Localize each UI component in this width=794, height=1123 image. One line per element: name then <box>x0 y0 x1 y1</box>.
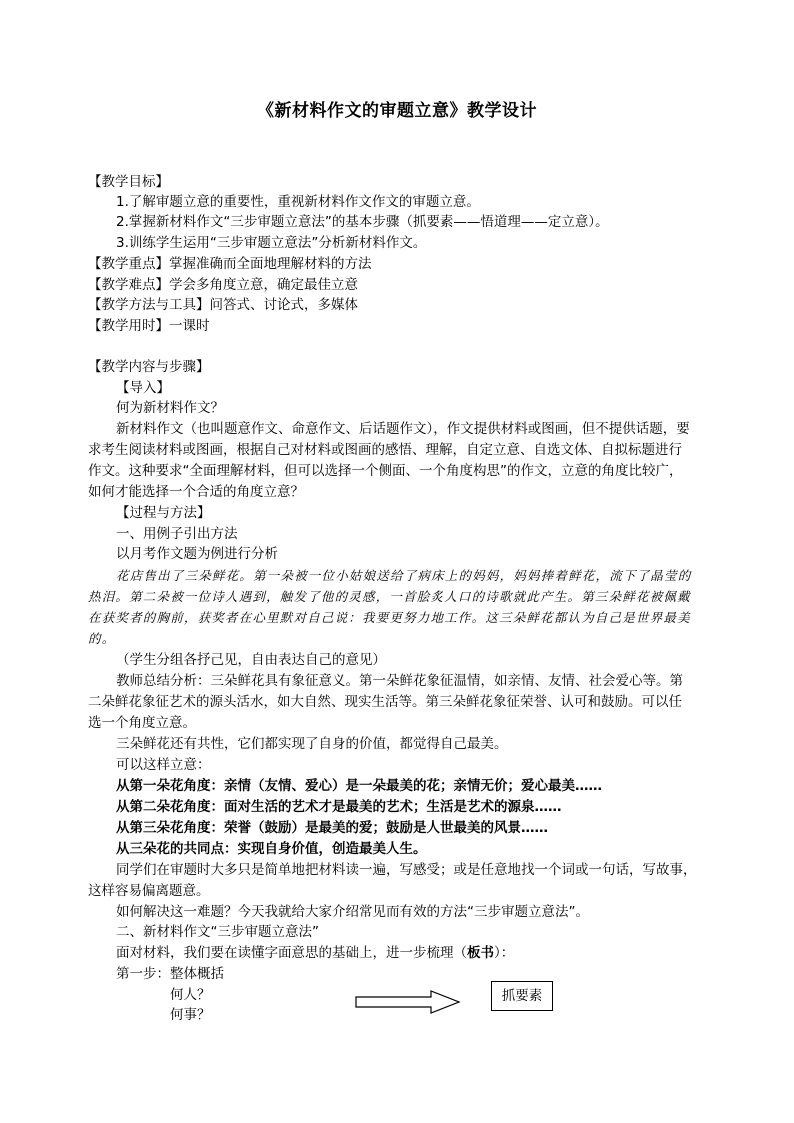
problem-line: 同学们在审题时大多只是简单地把材料读一遍，写感受；或是任意地找一个词或一句话，写故事， <box>116 862 697 878</box>
summary-line: 选一个角度立意。 <box>88 715 196 731</box>
solution-line: 如何解决这一难题？今天我就给大家介绍常见而有效的方法“三步审题立意法”。 <box>116 904 589 920</box>
content-heading: 【教学内容与步骤】 <box>88 359 210 375</box>
difficulties-text: 学会多角度立意，确定最佳立意 <box>169 277 358 293</box>
goals-heading: 【教学目标】 <box>88 174 169 190</box>
definition-line: 求考生阅读材料或图画，根据自己对材料或图画的感悟、理解，自定立意、自选文体、自拟标题进行 <box>88 442 682 458</box>
time-text: 一课时 <box>169 318 210 334</box>
story-line: 在获奖者的胸前，获奖者在心里默对自己说：我要更努力地工作。这三朵鲜花都认为自己是世界最美 <box>88 610 691 625</box>
time-label: 【教学用时】 <box>88 318 169 334</box>
difficulties-line <box>88 275 358 295</box>
goal-item: 1.了解审题立意的重要性，重视新材料作文作文的审题立意。 <box>116 194 480 210</box>
angle-line: 从三朵花的共同点：实现自身价值，创造最美人生。 <box>116 841 427 857</box>
board-bold: 板书 <box>467 945 494 961</box>
story-line: 的。 <box>88 631 116 646</box>
problem-line: 这样容易偏离题意。 <box>88 883 210 899</box>
definition-line: 新材料作文（也叫题意作文、命意作文、后话题作文），作文提供材料或图画，但不提供话题，要 <box>116 421 690 437</box>
definition-line: 如何才能选择一个合适的角度立意？ <box>88 484 304 500</box>
methods-text: 问答式、讨论式，多媒体 <box>209 297 358 313</box>
key-points-label: 【教学重点】 <box>88 256 169 272</box>
question-line: 何为新材料作文？ <box>116 400 224 416</box>
key-points-line <box>88 254 372 274</box>
example-intro: 以月考作文题为例进行分析 <box>116 546 278 562</box>
goal-item: 2.掌握新材料作文“三步审题立意法”的基本步骤（抓要素——悟道理——定立意）。 <box>116 214 609 230</box>
angle-line: 从第二朵花角度：面对生活的艺术才是最美的艺术；生活是艺术的源泉…… <box>116 799 562 815</box>
page-title: 《新材料作文的审题立意》教学设计 <box>257 101 537 121</box>
board-end: ）： <box>494 945 515 961</box>
angle-line: 从第三朵花角度：荣誉（鼓励）是最美的爱；鼓励是人世最美的风景…… <box>116 820 548 836</box>
angle-line: 从第一朵花角度：亲情（友情、爱心）是一朵最美的花；亲情无价；爱心最美…… <box>116 778 602 794</box>
methods-label: 【教学方法与工具】 <box>88 297 210 313</box>
summary-line: 二朵鲜花象征艺术的源头活水，如大自然、现实生活等。第三朵鲜花象征荣誉、认可和鼓励。可以任 <box>88 694 682 710</box>
summary-line: 教师总结分析：三朵鲜花具有象征意义。第一朵鲜花象征温情，如亲情、友情、社会爱心等。第 <box>116 673 683 689</box>
arrow-right-icon <box>355 990 461 1014</box>
who-line: 何人？ <box>170 987 211 1003</box>
process-heading: 【过程与方法】 <box>116 505 211 521</box>
methods-line <box>88 295 358 315</box>
grasp-elements-box: 抓要素 <box>491 981 553 1011</box>
definition-line: 作文。这种要求“全面理解材料，但可以选择一个侧面、一个角度构思”的作文，立意的角度比较广， <box>88 463 683 479</box>
step-heading: 第一步：整体概括 <box>116 966 224 982</box>
time-line <box>88 316 210 336</box>
can-write-line: 可以这样立意： <box>116 757 211 773</box>
discussion-line: （学生分组各抒己见，自由表达自己的意见） <box>116 652 386 668</box>
story-line: 热泪。第二朵被一位诗人遇到，触发了他的灵感，一首脍炙人口的诗歌就此产生。第三朵鲜花被佩戴 <box>88 589 691 604</box>
section-heading: 二、新材料作文“三步审题立意法” <box>116 924 319 940</box>
goal-item: 3.训练学生运用“三步审题立意法”分析新材料作文。 <box>116 235 427 251</box>
story-line: 花店售出了三朵鲜花。第一朵被一位小姑娘送给了病床上的妈妈，妈妈捧着鲜花，流下了晶莹的 <box>116 568 692 583</box>
board-text: 面对材料，我们要在读懂字面意思的基础上，进一步梳理（ <box>116 945 467 961</box>
section-heading: 一、用例子引出方法 <box>116 526 238 542</box>
key-points-text: 掌握准确而全面地理解材料的方法 <box>169 256 372 272</box>
common-line: 三朵鲜花还有共性，它们都实现了自身的价值，都觉得自己最美。 <box>116 736 508 752</box>
what-line: 何事？ <box>170 1007 211 1023</box>
intro-heading: 【导入】 <box>116 380 170 396</box>
board-line <box>116 943 514 963</box>
difficulties-label: 【教学难点】 <box>88 277 169 293</box>
